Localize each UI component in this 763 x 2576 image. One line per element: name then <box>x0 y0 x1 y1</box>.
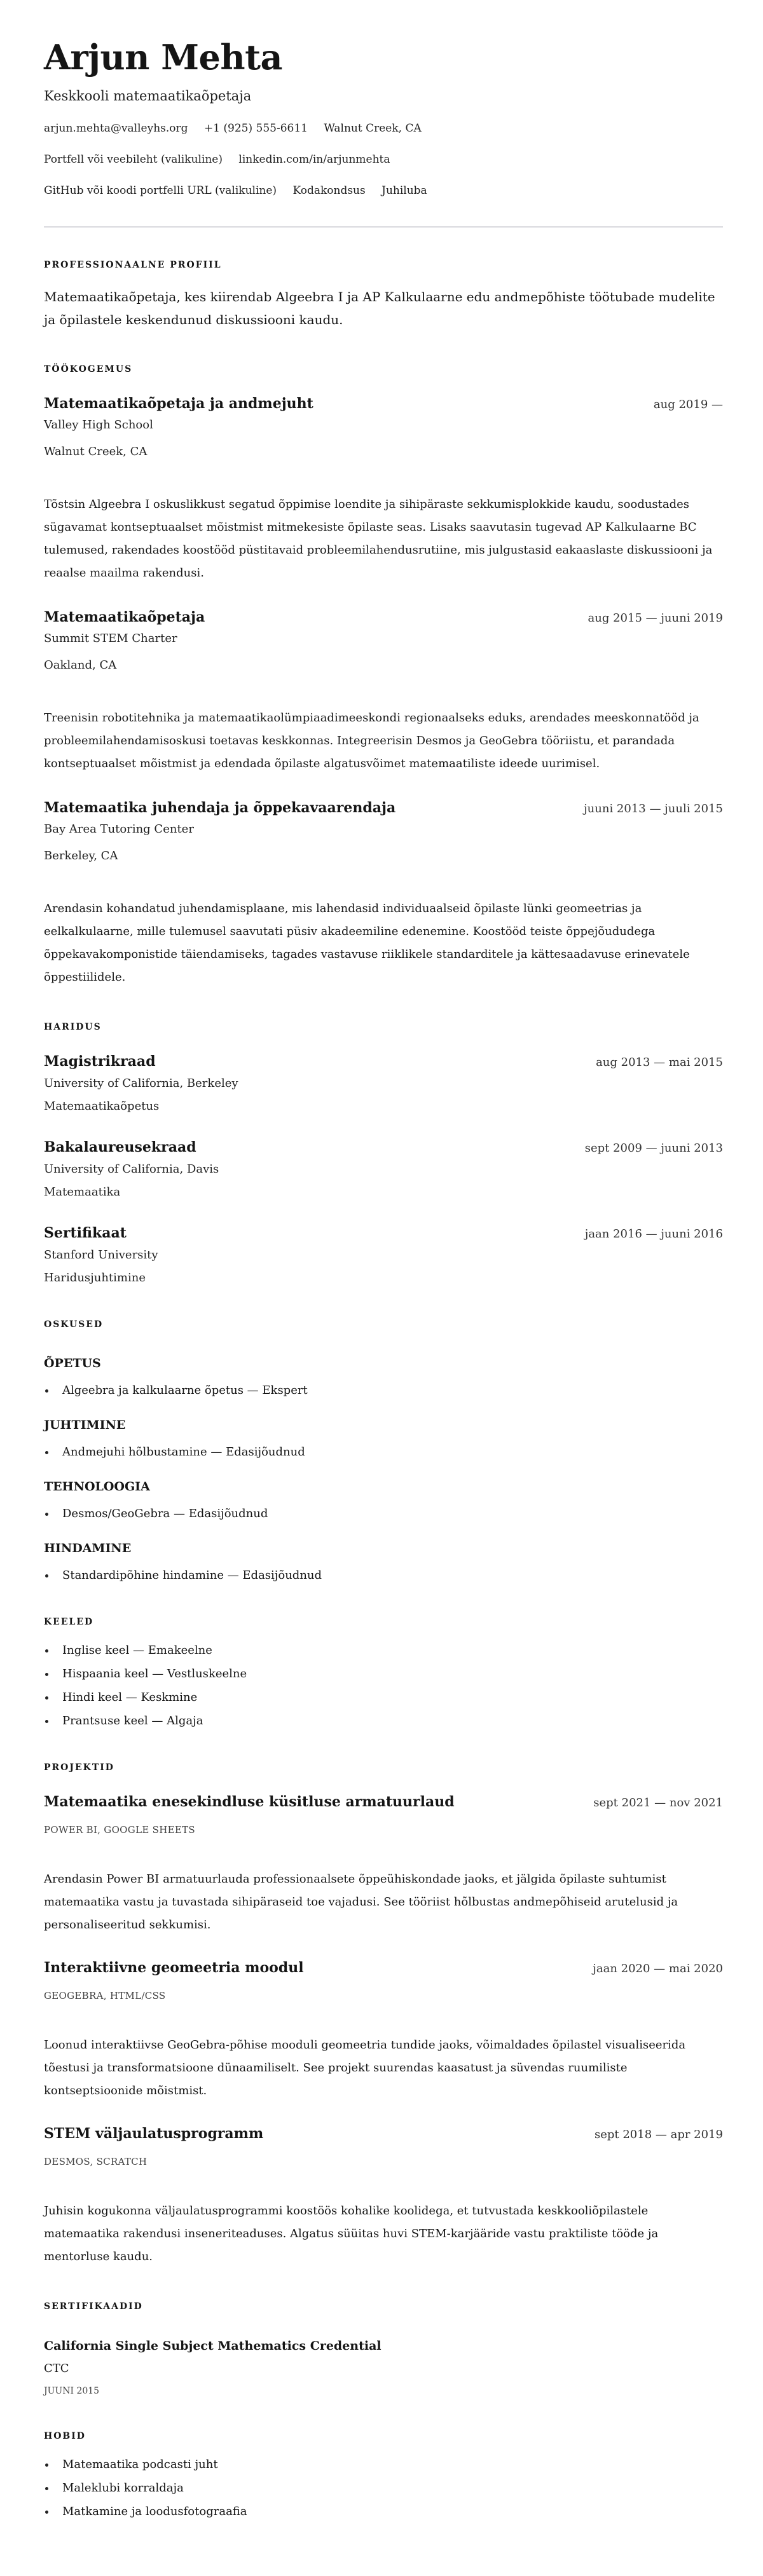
section-heading: TÖÖKOGEMUS <box>44 364 133 374</box>
header-divider <box>44 226 723 228</box>
experience-section <box>44 363 723 989</box>
job-company: Summit STEM Charter <box>44 632 177 645</box>
language-list <box>44 1642 723 1729</box>
profile-text: Matemaatikaõpetaja, kes kiirendab Algeebra I ja AP Kalkulaarne edu andmepõhiste töötubade mudelite ja õpilastele keskendunud diskussiooni kaudu. <box>44 289 715 327</box>
project-title: Interaktiivne geomeetria moodul <box>44 1959 304 1976</box>
contact-line <box>44 120 723 137</box>
job-company: Valley High School <box>44 418 153 432</box>
job-company: Bay Area Tutoring Center <box>44 822 194 836</box>
job-description: Tõstsin Algeebra I oskuslikkust segatud õppimise loendite ja sihipäraste sekkumisplokkide kaudu, soodustades sügavamat kontseptuaalset mõistmist mitmekesiste õpilaste seas. Lisaks saavutasin tugevad AP Kalkulaarne BC tulemused, rakendades koostööd püstitavaid probleemilahendusrutiine, mis julgustasid eakaaslaste diskussiooni ja reaalse maailma rakendusi. <box>44 498 713 580</box>
project-entry <box>44 1958 723 2102</box>
language-item: Hindi keel — Keskmine <box>44 1689 723 1706</box>
hobby-item: Matemaatika podcasti juht <box>44 2457 723 2473</box>
project-title: Matemaatika enesekindluse küsitluse armatuurlaud <box>44 1794 455 1810</box>
education-date: aug 2013 — mai 2015 <box>596 1056 723 1069</box>
projects-section <box>44 1761 723 2268</box>
language-item: Hispaania keel — Vestluskeelne <box>44 1666 723 1682</box>
contact-citizenship: Kodakondsus <box>292 184 366 197</box>
hobbies-section <box>44 2430 723 2520</box>
job-title: Matemaatikaõpetaja ja andmejuht <box>44 395 313 412</box>
project-description: Arendasin Power BI armatuurlauda professionaalsete õppeühiskondade jaoks, et jälgida õpilaste suhtumist matemaatika vastu ja tuvastada sihipäraseid toe vajadusi. See tööriist hõlbustas andmepõhiseid arutelusid ja personaliseeritud sekkumisi. <box>44 1872 678 1932</box>
education-date: jaan 2016 — juuni 2016 <box>584 1227 723 1241</box>
contact-portfolio: Portfell või veebileht (valikuline) <box>44 153 223 166</box>
job-title: Matemaatika juhendaja ja õppekavaarendaja <box>44 800 396 816</box>
section-heading: KEELED <box>44 1617 94 1627</box>
project-date: jaan 2020 — mai 2020 <box>593 1962 723 1975</box>
project-date: sept 2018 — apr 2019 <box>594 2128 723 2141</box>
project-title: STEM väljaulatusprogramm <box>44 2125 264 2142</box>
project-entry <box>44 1792 723 1937</box>
certification-date: JUUNI 2015 <box>44 2386 100 2396</box>
skill-group-title: ÕPETUS <box>44 1356 101 1370</box>
contact-phone: +1 (925) 555-6611 <box>203 122 308 135</box>
contact-github: GitHub või koodi portfelli URL (valikuline) <box>44 184 277 197</box>
project-tech: GEOGEBRA, HTML/CSS <box>44 1990 166 2001</box>
school: University of California, Berkeley <box>44 1077 238 1090</box>
job-title: Matemaatikaõpetaja <box>44 609 205 625</box>
field-of-study: Matemaatikaõpetus <box>44 1100 160 1113</box>
education-entry <box>44 1138 723 1201</box>
skill-group-title: JUHTIMINE <box>44 1418 126 1432</box>
degree: Bakalaureusekraad <box>44 1139 196 1155</box>
contact-drivers-license: Juhiluba <box>382 184 427 197</box>
field-of-study: Matemaatika <box>44 1185 121 1199</box>
language-item: Inglise keel — Emakeelne <box>44 1642 723 1659</box>
skill-list <box>44 1382 723 1399</box>
skill-group-title: TEHNOLOOGIA <box>44 1480 150 1494</box>
school: University of California, Davis <box>44 1162 219 1176</box>
experience-entry <box>44 798 723 989</box>
job-date: juuni 2013 — juuli 2015 <box>584 802 723 815</box>
job-description: Treenisin robotitehnika ja matemaatikaolümpiaadimeeskondi regionaalseks eduks, arendades meeskonnatööd ja probleemilahendamisoskusi toetavas keskkonnas. Integreerisin Desmos ja GeoGebra tööriistu, et parandada kontseptuaalset mõistmist ja edendada õpilaste algatusvõimet matemaatiliste ideede uurimisel. <box>44 711 699 770</box>
contact-location: Walnut Creek, CA <box>324 122 422 135</box>
skill-group-title: HINDAMINE <box>44 1541 132 1555</box>
section-heading: PROFESSIONAALNE PROFIIL <box>44 260 222 270</box>
section-heading: HOBID <box>44 2431 86 2441</box>
degree: Magistrikraad <box>44 1053 156 1070</box>
job-date: aug 2019 — <box>653 398 723 411</box>
education-section <box>44 1021 723 1286</box>
experience-entry <box>44 394 723 585</box>
project-tech: POWER BI, GOOGLE SHEETS <box>44 1824 195 1836</box>
project-date: sept 2021 — nov 2021 <box>593 1796 723 1809</box>
job-location: Walnut Creek, CA <box>44 445 148 458</box>
languages-section <box>44 1616 723 1729</box>
skill-list <box>44 1506 723 1522</box>
project-entry <box>44 2124 723 2268</box>
skill-item: Algeebra ja kalkulaarne õpetus — Ekspert <box>44 1382 723 1399</box>
education-date: sept 2009 — juuni 2013 <box>584 1141 723 1155</box>
education-entry <box>44 1052 723 1115</box>
contact-email[interactable]: arjun.mehta@valleyhs.org <box>44 122 188 135</box>
contact-line <box>44 151 723 168</box>
job-date: aug 2015 — juuni 2019 <box>588 611 723 625</box>
skill-item: Standardipõhine hindamine — Edasijõudnud <box>44 1567 723 1584</box>
certification-title: California Single Subject Mathematics Credential <box>44 2339 382 2353</box>
skill-list <box>44 1567 723 1584</box>
job-location: Oakland, CA <box>44 658 117 672</box>
job-location: Berkeley, CA <box>44 849 118 862</box>
skill-item: Andmejuhi hõlbustamine — Edasijõudnud <box>44 1444 723 1461</box>
field-of-study: Haridusjuhtimine <box>44 1271 146 1285</box>
certifications-section <box>44 2300 723 2398</box>
profile-section <box>44 259 723 331</box>
section-heading: OSKUSED <box>44 1319 104 1330</box>
skill-list <box>44 1444 723 1461</box>
contact-line <box>44 182 723 199</box>
language-item: Prantsuse keel — Algaja <box>44 1713 723 1729</box>
certification-issuer: CTC <box>44 2362 69 2375</box>
hobby-list <box>44 2457 723 2520</box>
project-tech: DESMOS, SCRATCH <box>44 2156 148 2167</box>
skill-item: Desmos/GeoGebra — Edasijõudnud <box>44 1506 723 1522</box>
education-entry <box>44 1223 723 1286</box>
resume-header <box>44 38 723 199</box>
candidate-headline: Keskkooli matemaatikaõpetaja <box>44 88 252 104</box>
degree: Sertifikaat <box>44 1225 127 1241</box>
hobby-item: Maleklubi korraldaja <box>44 2480 723 2497</box>
contact-linkedin[interactable]: linkedin.com/in/arjunmehta <box>238 153 390 166</box>
section-heading: SERTIFIKAADID <box>44 2301 143 2312</box>
job-description: Arendasin kohandatud juhendamisplaane, mis lahendasid individuaalseid õpilaste lünki geomeetrias ja eelkalkulaarne, mille tulemusel saavutati püsiv akadeemiline edenemine. Koostööd teiste õppejõududega õppekavakomponistide täiendamiseks, tagades vastavuse riiklikele standarditele ja kättesaadavuse erinevatele õppestiilidele. <box>44 902 690 984</box>
section-heading: PROJEKTID <box>44 1762 114 1773</box>
section-heading: HARIDUS <box>44 1022 102 1032</box>
hobby-item: Matkamine ja loodusfotograafia <box>44 2504 723 2520</box>
candidate-name: Arjun Mehta <box>44 37 283 78</box>
experience-entry <box>44 608 723 775</box>
project-description: Juhisin kogukonna väljaulatusprogrammi koostöös kohalike koolidega, et tutvustada keskkooliõpilastele matemaatika rakendusi inseneriteaduses. Algatus süüitas huvi STEM-karjääride vastu praktiliste tööde ja mentorluse kaudu. <box>44 2204 659 2263</box>
school: Stanford University <box>44 1248 158 1262</box>
skills-section <box>44 1318 723 1584</box>
project-description: Loonud interaktiivse GeoGebra-põhise mooduli geomeetria tundide jaoks, võimaldades õpilastel visualiseerida tõestusi ja transformatsioone dünaamiliselt. See projekt suurendas kaasatust ja süvendas ruumiliste kontseptsioonide mõistmist. <box>44 2038 686 2097</box>
